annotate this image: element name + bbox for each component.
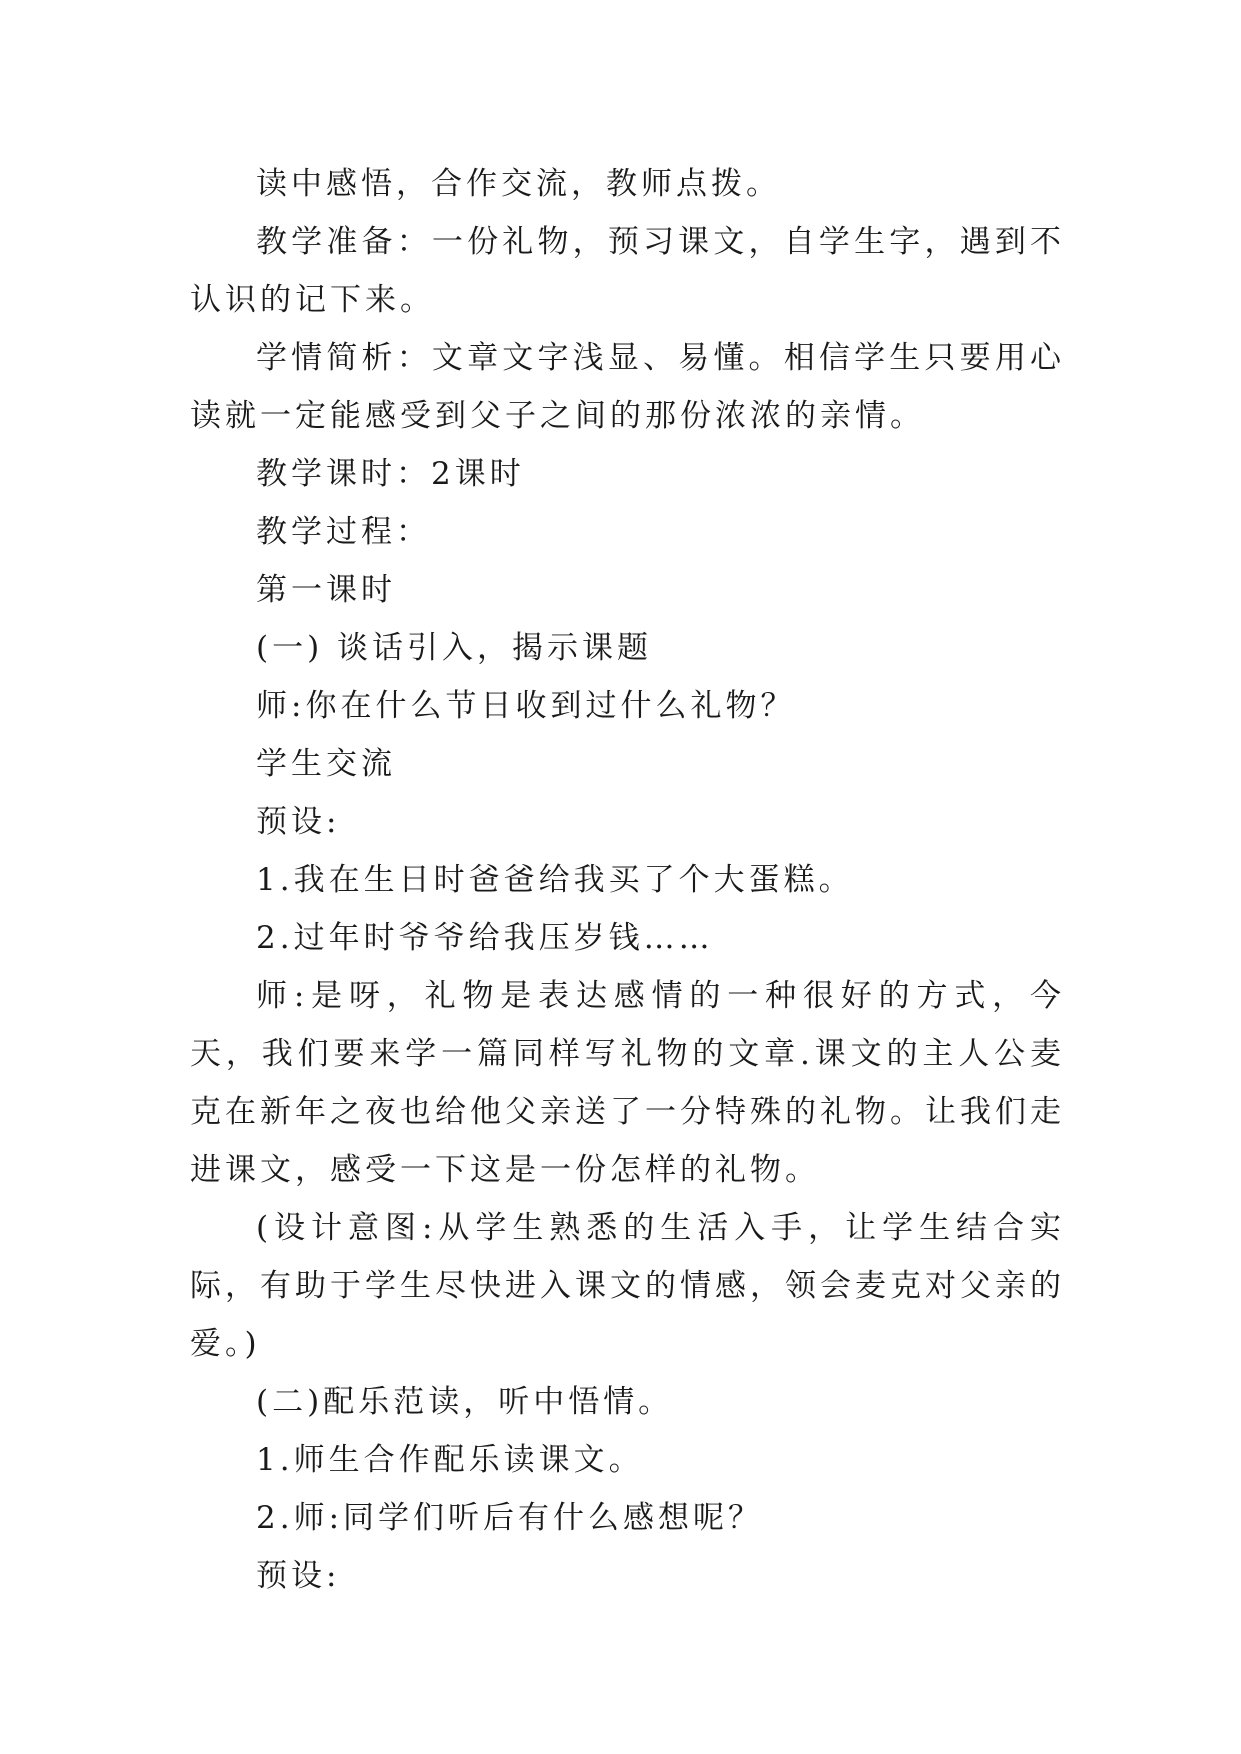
paragraph: 教学课时：2课时 <box>256 456 525 492</box>
paragraph: 教学准备：一份礼物，预习课文，自学生字，遇到不认识的记下来。 <box>190 224 1065 318</box>
list-item: 2.过年时爷爷给我压岁钱…… <box>256 920 714 956</box>
paragraph: 预设: <box>256 804 341 840</box>
list-item: 2.师:同学们听后有什么感想呢？ <box>256 1500 764 1536</box>
paragraph: 读中感悟，合作交流，教师点拨。 <box>256 166 781 202</box>
section-heading: 第一课时 <box>256 572 396 608</box>
paragraph: 教学过程： <box>256 514 431 550</box>
paragraph: 学情简析：文章文字浅显、易懂。相信学生只要用心读就一定能感受到父子之间的那份浓浓的亲情。 <box>190 340 1065 434</box>
list-item: 1.我在生日时爸爸给我买了个大蛋糕。 <box>256 862 854 898</box>
paragraph: 师:是呀，礼物是表达感情的一种很好的方式，今天，我们要来学一篇同样写礼物的文章.课文的主人公麦克在新年之夜也给他父亲送了一分特殊的礼物。让我们走进课文，感受一下这是一份怎样的礼物。 <box>190 978 1065 1188</box>
paragraph: 学生交流 <box>256 746 396 782</box>
paragraph: 预设: <box>256 1558 341 1594</box>
section-heading: (二)配乐范读，听中悟情。 <box>256 1384 674 1420</box>
paragraph: 师:你在什么节日收到过什么礼物？ <box>256 688 796 724</box>
paragraph: (设计意图:从学生熟悉的生活入手，让学生结合实际，有助于学生尽快进入课文的情感，领会麦克对父亲的爱。) <box>190 1210 1065 1362</box>
section-heading: (一) 谈话引入，揭示课题 <box>256 630 653 666</box>
list-item: 1.师生合作配乐读课文。 <box>256 1442 644 1478</box>
document-body <box>190 155 1065 1605</box>
